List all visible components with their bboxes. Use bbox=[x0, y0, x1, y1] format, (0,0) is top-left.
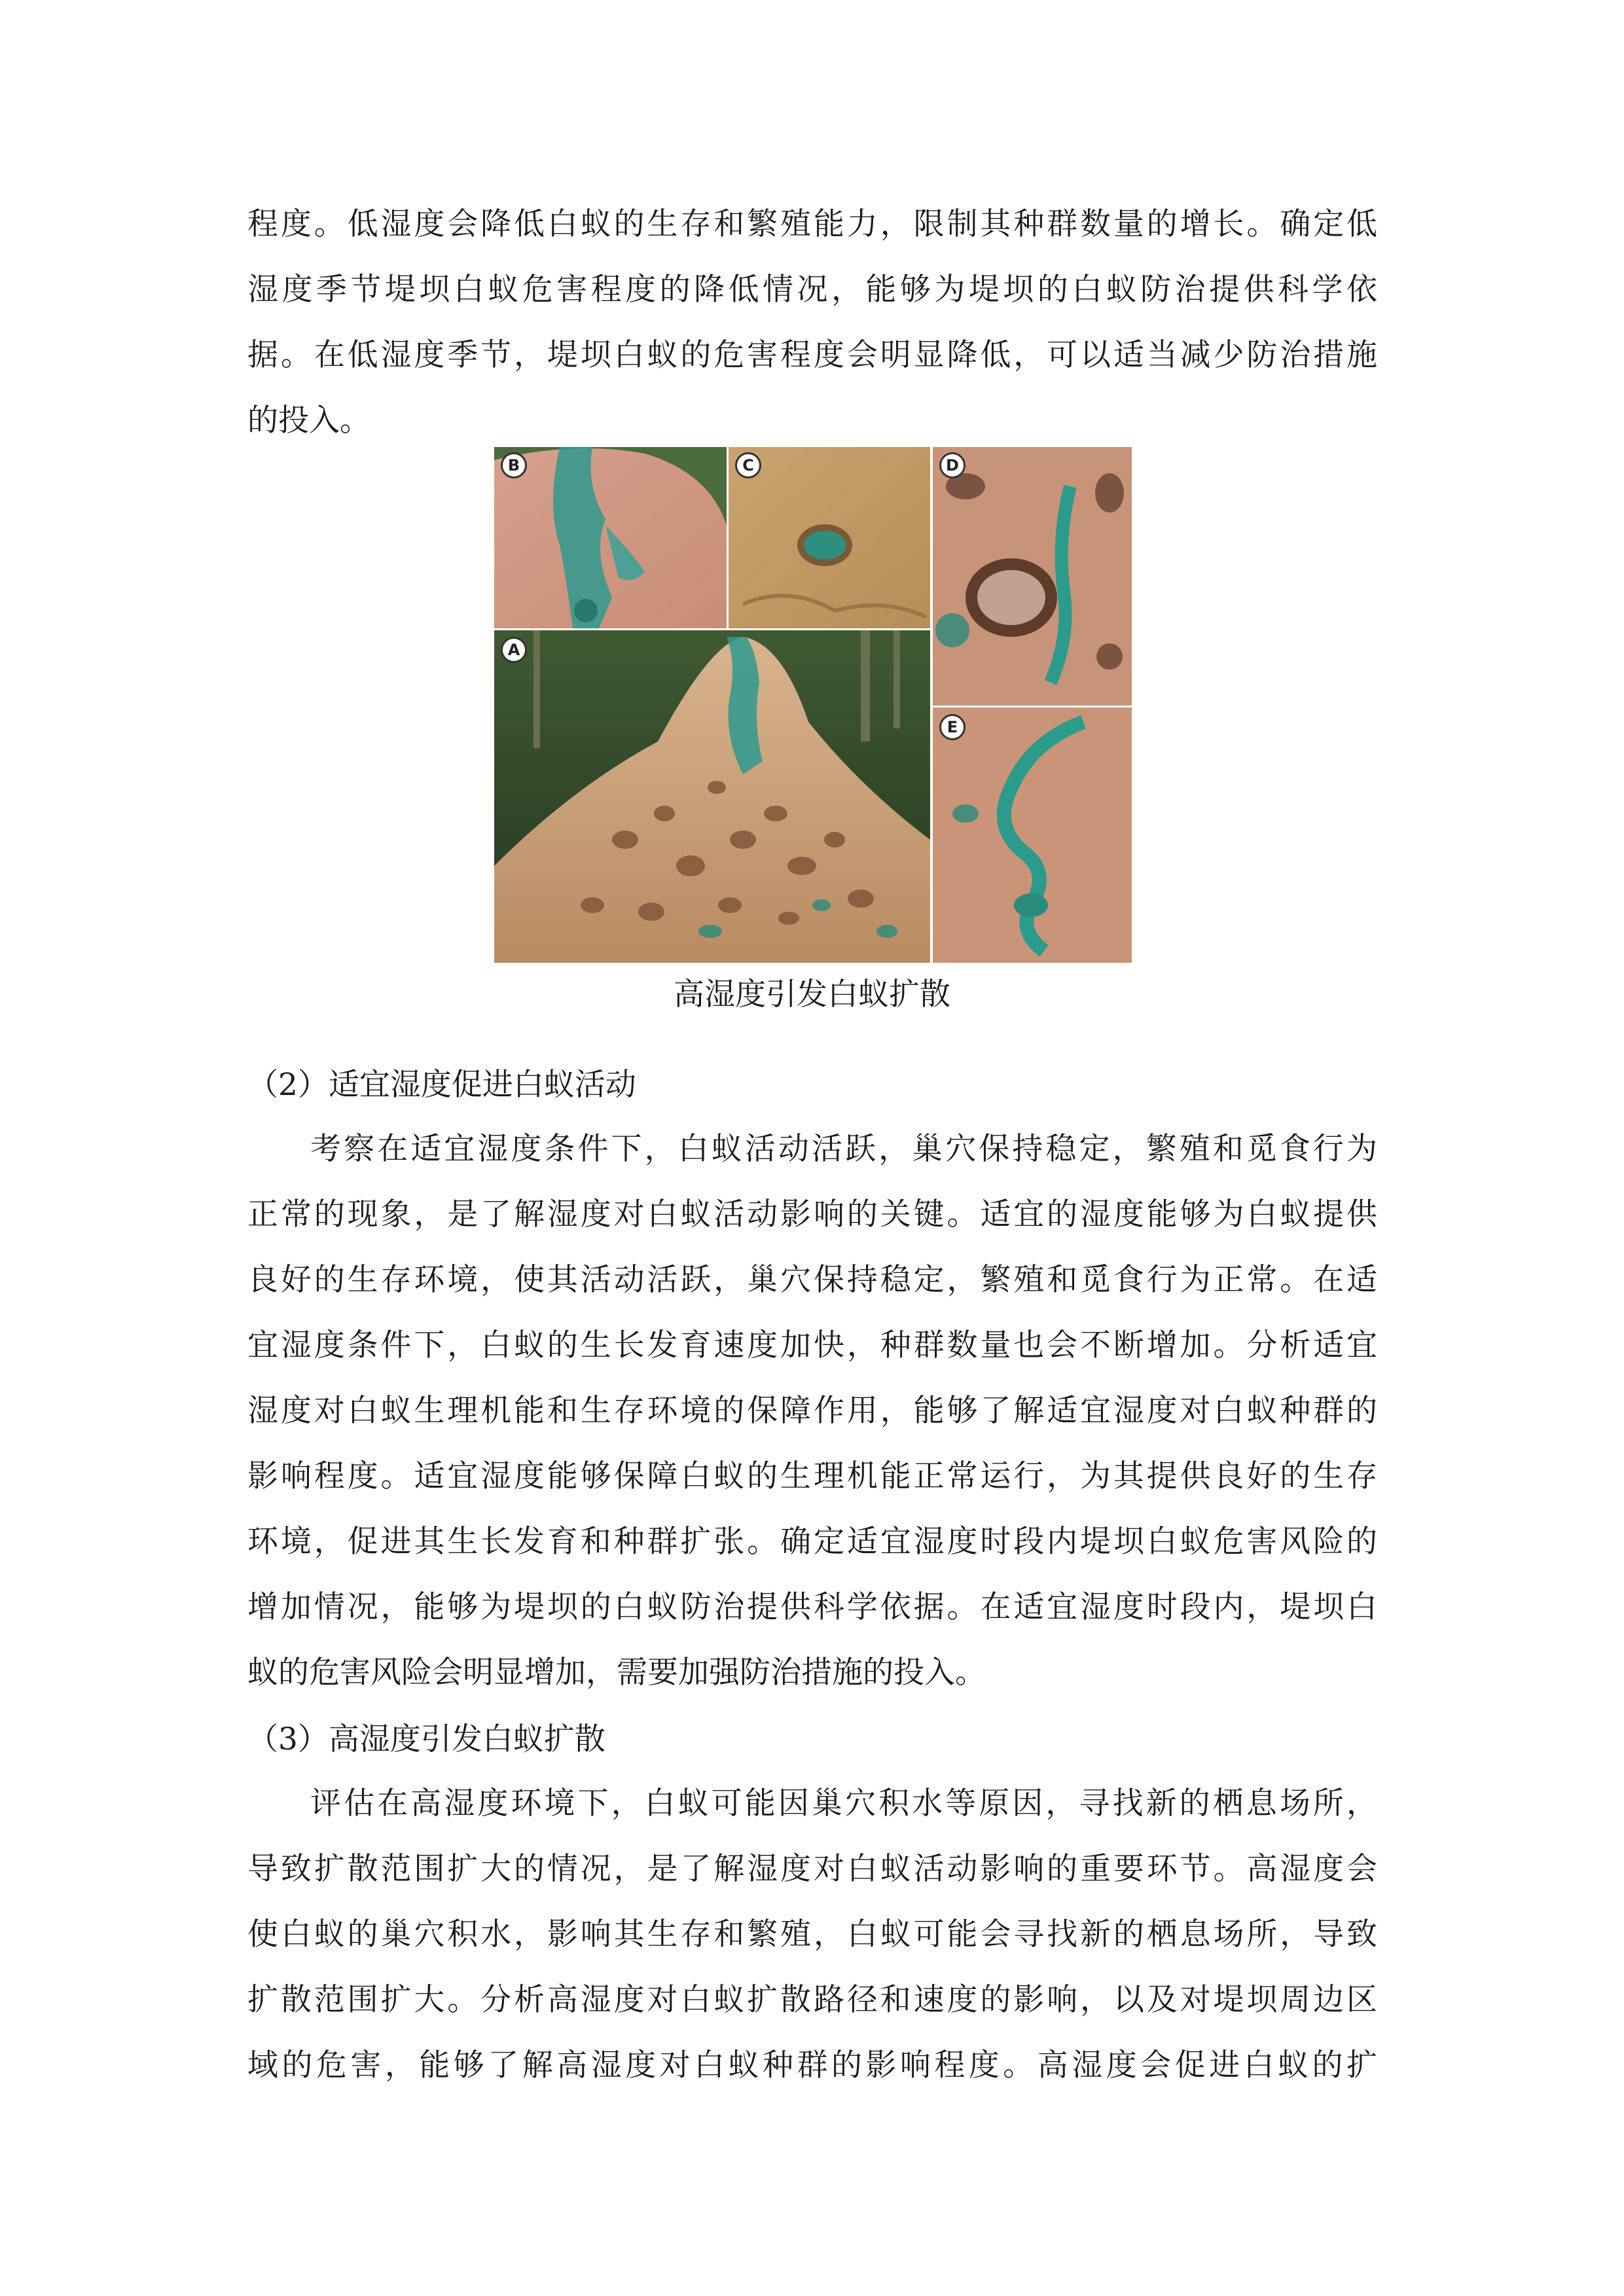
paragraph-line: 增加情况，能够为堤坝的白蚁防治提供科学依据。在适宜湿度时段内，堤坝白 bbox=[247, 1589, 1377, 1625]
paragraph-line: 宜湿度条件下，白蚁的生长发育速度加快，种群数量也会不断增加。分析适宜 bbox=[247, 1327, 1377, 1363]
paragraph-line: 考察在适宜湿度条件下，白蚁活动活跃，巢穴保持稳定，繁殖和觅食行为 bbox=[310, 1131, 1377, 1167]
termite-mound-figure bbox=[494, 447, 1132, 963]
paragraph-line: 域的危害，能够了解高湿度对白蚁种群的影响程度。高湿度会促进白蚁的扩 bbox=[247, 2047, 1377, 2083]
paragraph-line: 评估在高湿度环境下，白蚁可能因巢穴积水等原因，寻找新的栖息场所， bbox=[310, 1785, 1377, 1821]
paragraph-line: 正常的现象，是了解湿度对白蚁活动影响的关键。适宜的湿度能够为白蚁提供 bbox=[247, 1196, 1377, 1232]
panel-b-photo bbox=[494, 447, 727, 628]
section-heading: （3）高湿度引发白蚁扩散 bbox=[247, 1721, 605, 1757]
panel-d-photo bbox=[933, 447, 1132, 706]
section-2 bbox=[247, 1054, 1377, 1706]
section-3 bbox=[247, 1708, 1377, 2098]
panel-label-e: E bbox=[939, 714, 965, 740]
section-heading: （2）适宜湿度促进白蚁活动 bbox=[247, 1067, 636, 1103]
paragraph-line: 程度。低湿度会降低白蚁的生存和繁殖能力，限制其种群数量的增长。确定低 bbox=[247, 206, 1377, 242]
panel-c-photo bbox=[729, 447, 930, 628]
panel-label-d: D bbox=[939, 452, 965, 478]
paragraph-line: 导致扩散范围扩大的情况，是了解湿度对白蚁活动影响的重要环节。高湿度会 bbox=[247, 1851, 1377, 1887]
figure-caption: 高湿度引发白蚁扩散 bbox=[674, 977, 950, 1013]
panel-e-photo bbox=[933, 708, 1132, 963]
panel-label-c: C bbox=[735, 452, 761, 478]
figure-image bbox=[494, 447, 1132, 963]
paragraph-line: 影响程度。适宜湿度能够保障白蚁的生理机能正常运行，为其提供良好的生存 bbox=[247, 1458, 1377, 1494]
paragraph-line: 湿度对白蚁生理机能和生存环境的保障作用，能够了解适宜湿度对白蚁种群的 bbox=[247, 1393, 1377, 1429]
paragraph-line: 使白蚁的巢穴积水，影响其生存和繁殖，白蚁可能会寻找新的栖息场所，导致 bbox=[247, 1916, 1377, 1952]
paragraph-line: 的投入。 bbox=[247, 403, 370, 439]
panel-label-b: B bbox=[501, 452, 527, 478]
panel-a-photo bbox=[494, 630, 930, 963]
paragraph-line: 扩散范围扩大。分析高湿度对白蚁扩散路径和速度的影响，以及对堤坝周边区 bbox=[247, 1982, 1377, 2018]
paragraph-line: 湿度季节堤坝白蚁危害程度的降低情况，能够为堤坝的白蚁防治提供科学依 bbox=[247, 272, 1377, 308]
paragraph-line: 良好的生存环境，使其活动活跃，巢穴保持稳定，繁殖和觅食行为正常。在适 bbox=[247, 1262, 1377, 1298]
paragraph-line: 环境，促进其生长发育和种群扩张。确定适宜湿度时段内堤坝白蚁危害风险的 bbox=[247, 1524, 1377, 1560]
paragraph-continuation bbox=[247, 192, 1377, 454]
paragraph-line: 据。在低湿度季节，堤坝白蚁的危害程度会明显降低，可以适当减少防治措施 bbox=[247, 337, 1377, 373]
paragraph-line: 蚁的危害风险会明显增加，需要加强防治措施的投入。 bbox=[247, 1655, 986, 1691]
panel-label-a: A bbox=[501, 637, 527, 663]
